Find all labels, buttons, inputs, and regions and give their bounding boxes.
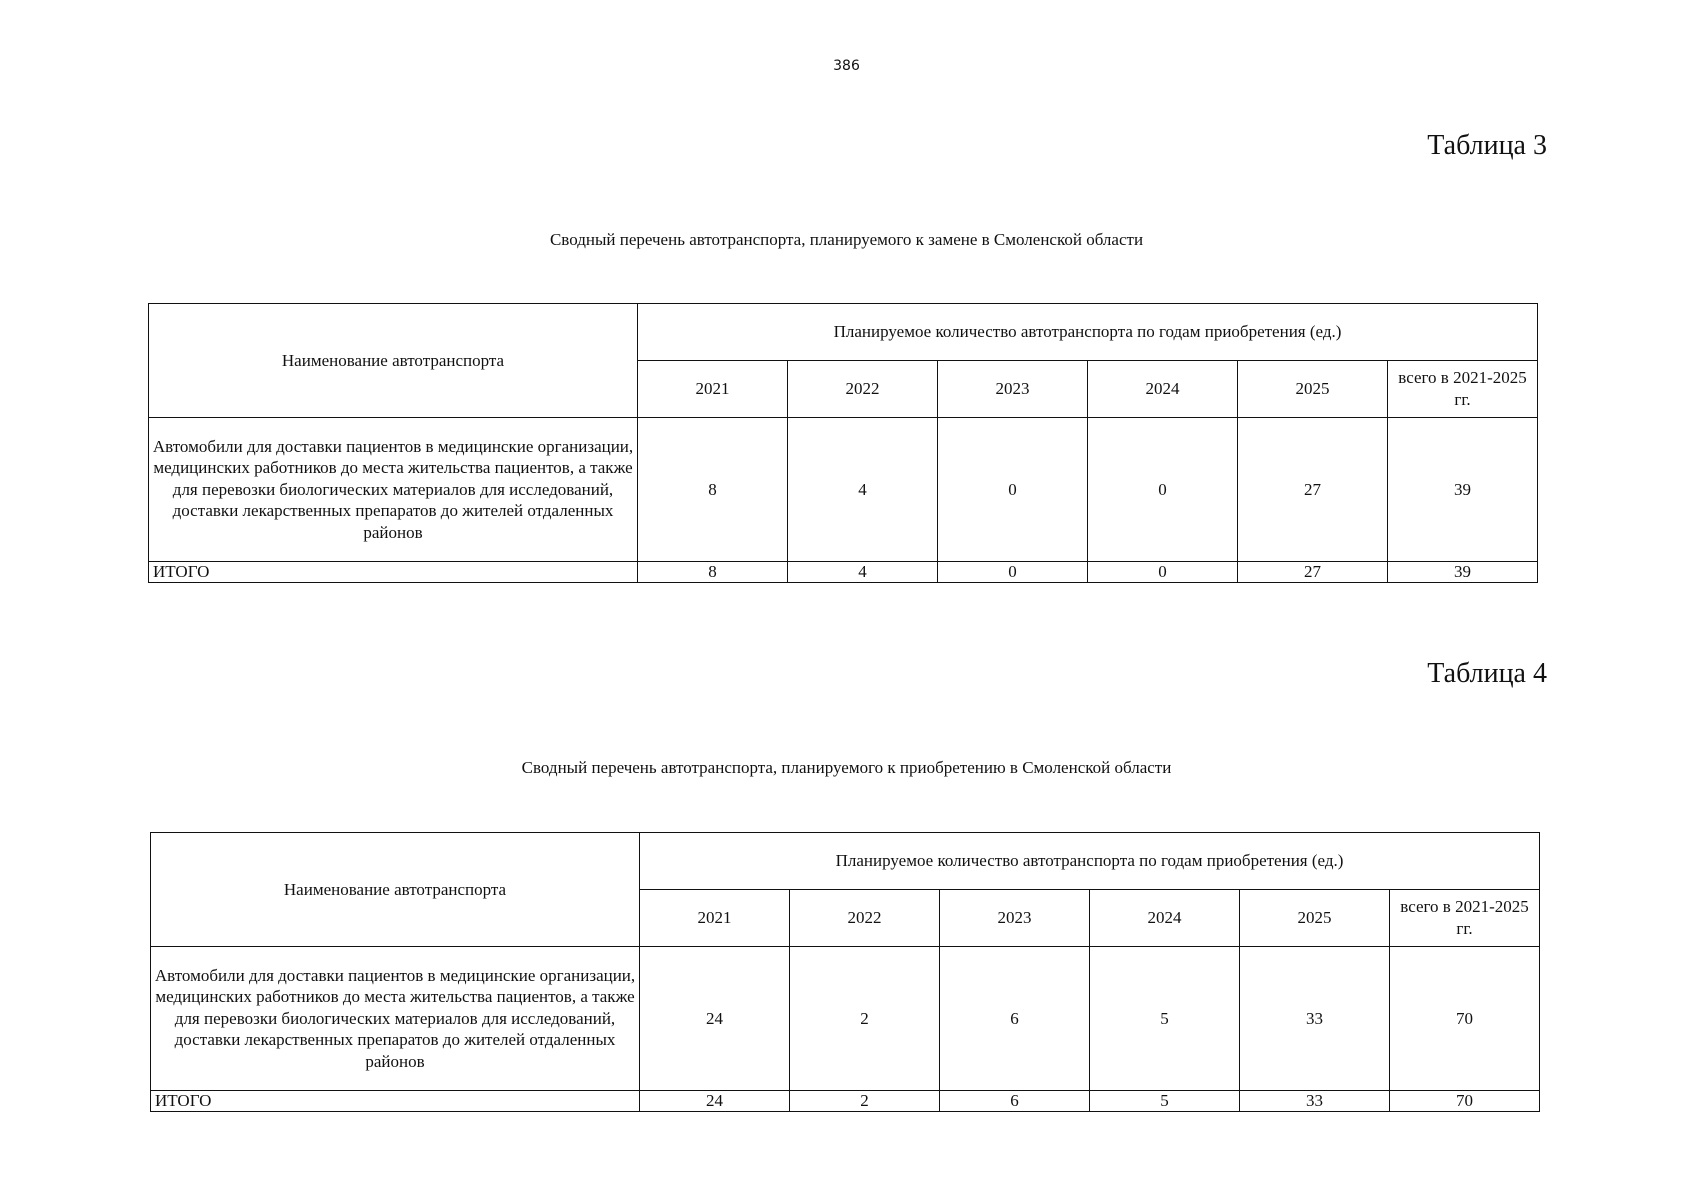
value-2024: 0 (1088, 418, 1238, 562)
value-2025: 27 (1238, 418, 1388, 562)
value-total: 70 (1390, 947, 1540, 1091)
table-4 (150, 832, 1540, 1112)
name-column-header: Наименование автотранспорта (151, 833, 640, 947)
total-2023: 6 (940, 1091, 1090, 1112)
total-2025: 33 (1240, 1091, 1390, 1112)
years-group-header: Планируемое количество автотранспорта по годам приобретения (ед.) (638, 304, 1538, 361)
total-years-header: всего в 2021-2025 гг. (1390, 890, 1540, 947)
year-header-2024: 2024 (1088, 361, 1238, 418)
table-3-label: Таблица 3 (1427, 130, 1547, 161)
vehicle-description: Автомобили для доставки пациентов в медицинские организации, медицинских работников до места жительства пациентов, а также для перевозки биологических материалов для исследований, доставки лекарственных препаратов до жителей отдаленных районов (149, 418, 638, 562)
year-header-2023: 2023 (938, 361, 1088, 418)
year-header-2025: 2025 (1240, 890, 1390, 947)
vehicle-description: Автомобили для доставки пациентов в медицинские организации, медицинских работников до места жительства пациентов, а также для перевозки биологических материалов для исследований, доставки лекарственных препаратов до жителей отдаленных районов (151, 947, 640, 1091)
table-row (149, 418, 1538, 562)
total-label: ИТОГО (149, 562, 638, 583)
total-label: ИТОГО (151, 1091, 640, 1112)
value-2024: 5 (1090, 947, 1240, 1091)
year-header-2024: 2024 (1090, 890, 1240, 947)
value-2022: 2 (790, 947, 940, 1091)
total-2024: 0 (1088, 562, 1238, 583)
value-2023: 0 (938, 418, 1088, 562)
year-header-2022: 2022 (788, 361, 938, 418)
total-2022: 4 (788, 562, 938, 583)
total-2024: 5 (1090, 1091, 1240, 1112)
value-2021: 24 (640, 947, 790, 1091)
year-header-2021: 2021 (640, 890, 790, 947)
value-2025: 33 (1240, 947, 1390, 1091)
value-2022: 4 (788, 418, 938, 562)
total-2023: 0 (938, 562, 1088, 583)
total-all: 39 (1388, 562, 1538, 583)
table-3-caption: Сводный перечень автотранспорта, планируемого к замене в Смоленской области (549, 230, 1144, 249)
year-header-2025: 2025 (1238, 361, 1388, 418)
total-2021: 8 (638, 562, 788, 583)
table-3 (148, 303, 1538, 583)
years-group-header: Планируемое количество автотранспорта по годам приобретения (ед.) (640, 833, 1540, 890)
value-2021: 8 (638, 418, 788, 562)
page-number: 386 (833, 58, 860, 74)
name-column-header: Наименование автотранспорта (149, 304, 638, 418)
value-2023: 6 (940, 947, 1090, 1091)
total-2021: 24 (640, 1091, 790, 1112)
total-years-header: всего в 2021-2025 гг. (1388, 361, 1538, 418)
table-4-caption: Сводный перечень автотранспорта, планируемого к приобретению в Смоленской области (521, 758, 1172, 777)
total-2025: 27 (1238, 562, 1388, 583)
total-row (149, 562, 1538, 583)
table-4-label: Таблица 4 (1427, 658, 1547, 689)
total-row (151, 1091, 1540, 1112)
total-2022: 2 (790, 1091, 940, 1112)
total-all: 70 (1390, 1091, 1540, 1112)
value-total: 39 (1388, 418, 1538, 562)
year-header-2023: 2023 (940, 890, 1090, 947)
year-header-2021: 2021 (638, 361, 788, 418)
table-row (151, 947, 1540, 1091)
year-header-2022: 2022 (790, 890, 940, 947)
